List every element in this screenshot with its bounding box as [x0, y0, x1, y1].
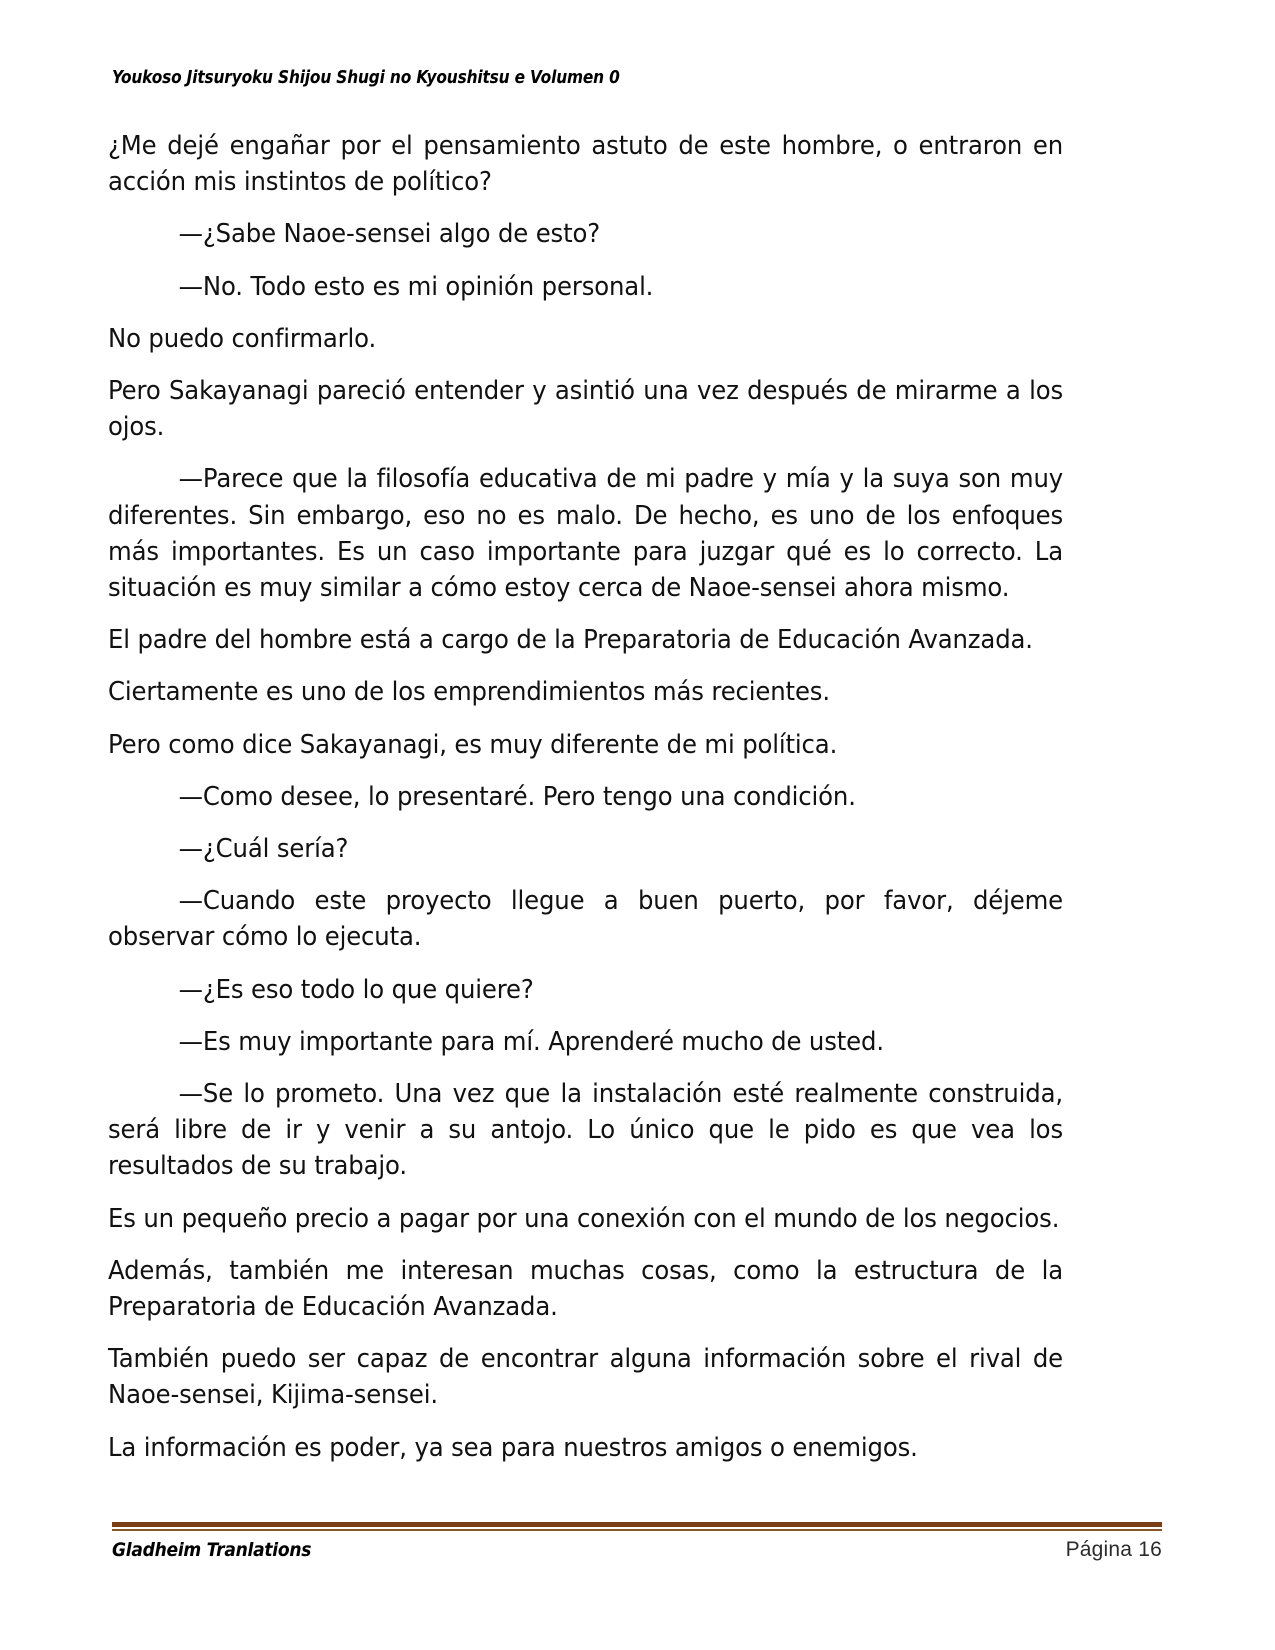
paragraph: No puedo confirmarlo.	[108, 323, 377, 354]
paragraph: —Se lo prometo. Una vez que la instalación esté realmente construida, será libre de ir y venir a su antojo. Lo único que le pido es que vea los resultados de su trabajo.	[108, 1079, 1064, 1182]
paragraph: Ciertamente es uno de los emprendimientos más recientes.	[108, 677, 830, 708]
page-footer	[112, 1522, 1162, 1562]
paragraph: —Es muy importante para mí. Aprenderé mucho de usted.	[178, 1026, 884, 1057]
paragraph: Además, también me interesan muchas cosas, como la estructura de la Preparatoria de Educación Avanzada.	[108, 1255, 1063, 1323]
footer-row	[112, 1538, 1162, 1562]
page-header	[112, 68, 1163, 98]
paragraph: Es un pequeño precio a pagar por una conexión con el mundo de los negocios.	[108, 1203, 1060, 1234]
paragraph: ¿Me dejé engañar por el pensamiento astuto de este hombre, o entraron en acción mis instintos de político?	[108, 131, 1063, 198]
paragraph: —¿Cuál sería?	[178, 834, 349, 865]
footer-divider	[112, 1522, 1162, 1531]
page-number: 16	[1138, 1538, 1162, 1561]
paragraph: Pero Sakayanagi pareció entender y asintió una vez después de mirarme a los ojos.	[108, 376, 1063, 443]
paragraph: —¿Sabe Naoe-sensei algo de esto?	[178, 219, 601, 250]
paragraph: —Cuando este proyecto llegue a buen puerto, por favor, déjeme observar cómo lo ejecuta.	[108, 886, 1064, 953]
paragraph: También puedo ser capaz de encontrar alguna información sobre el rival de Naoe-sensei, Kijima-sensei.	[108, 1344, 1063, 1411]
translation-credit: Gladheim Tranlations	[112, 1539, 312, 1561]
footer-divider-thick	[112, 1522, 1162, 1527]
page-number-container	[1066, 1538, 1162, 1562]
header-title: Youkoso Jitsuryoku Shijou Shugi no Kyoushitsu e Volumen 0	[112, 68, 620, 88]
paragraph: El padre del hombre está a cargo de la Preparatoria de Educación Avanzada.	[108, 625, 1033, 656]
page-label: Página	[1065, 1538, 1133, 1561]
paragraph: —Como desee, lo presentaré. Pero tengo una condición.	[178, 781, 856, 812]
paragraph: La información es poder, ya sea para nuestros amigos o enemigos.	[108, 1432, 918, 1463]
paragraph: —No. Todo esto es mi opinión personal.	[178, 271, 654, 302]
paragraph: —¿Es eso todo lo que quiere?	[178, 974, 534, 1005]
paragraph: Pero como dice Sakayanagi, es muy diferente de mi política.	[108, 729, 838, 760]
body-text	[108, 128, 1108, 1466]
footer-divider-thin	[112, 1529, 1162, 1531]
paragraph: —Parece que la filosofía educativa de mi padre y mía y la suya son muy diferentes. Sin embargo, eso no es malo. De hecho, es uno de los enfoques más importantes. Es un caso importante para juzgar qué es lo correcto. La situación es muy similar a cómo estoy cerca de Naoe-sensei ahora mismo.	[108, 464, 1064, 604]
